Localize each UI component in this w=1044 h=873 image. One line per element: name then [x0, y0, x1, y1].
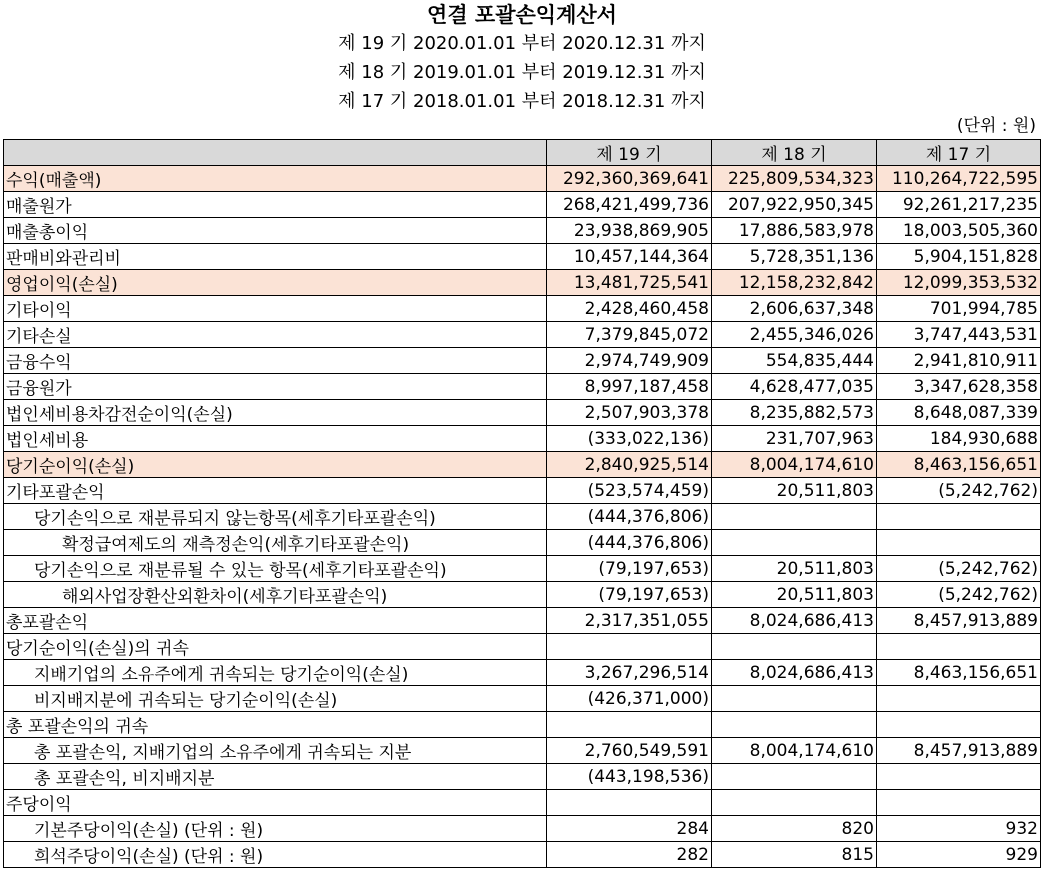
- value-period-18: 8,004,174,610: [712, 738, 877, 764]
- value-period-18: 207,922,950,345: [712, 192, 877, 218]
- row-label: 확정급여제도의 재측정손익(세후기타포괄손익): [4, 530, 547, 556]
- row-label: 기타이익: [4, 296, 547, 322]
- value-period-19: 2,507,903,378: [547, 400, 712, 426]
- table-row: [4, 634, 1041, 660]
- value-period-19: (444,376,806): [547, 504, 712, 530]
- value-period-19: (79,197,653): [547, 582, 712, 608]
- value-period-18: 815: [712, 842, 877, 868]
- row-label: 금융수익: [4, 348, 547, 374]
- table-row: [4, 296, 1041, 322]
- value-period-18: [712, 764, 877, 790]
- table-row: [4, 452, 1041, 478]
- row-label: 총 포괄손익, 비지배지분: [4, 764, 547, 790]
- table-row: [4, 166, 1041, 192]
- row-label: 총 포괄손익, 지배기업의 소유주에게 귀속되는 지분: [4, 738, 547, 764]
- table-row: [4, 738, 1041, 764]
- header-period-19: 제 19 기: [547, 140, 712, 166]
- table-row: [4, 322, 1041, 348]
- value-period-17: [877, 634, 1041, 660]
- statement-title: 연결 포괄손익계산서: [427, 3, 617, 27]
- value-period-18: 231,707,963: [712, 426, 877, 452]
- table-row: [4, 556, 1041, 582]
- table-row: [4, 816, 1041, 842]
- value-period-18: 2,455,346,026: [712, 322, 877, 348]
- row-label: 희석주당이익(손실) (단위 : 원): [4, 842, 547, 868]
- row-label: 법인세비용: [4, 426, 547, 452]
- row-label: 총 포괄손익의 귀속: [4, 712, 547, 738]
- value-period-17: 8,463,156,651: [877, 660, 1041, 686]
- value-period-18: 5,728,351,136: [712, 244, 877, 270]
- row-label: 기본주당이익(손실) (단위 : 원): [4, 816, 547, 842]
- value-period-18: [712, 634, 877, 660]
- row-label: 주당이익: [4, 790, 547, 816]
- value-period-18: 8,024,686,413: [712, 608, 877, 634]
- value-period-17: 92,261,217,235: [877, 192, 1041, 218]
- value-period-18: 20,511,803: [712, 582, 877, 608]
- value-period-17: 8,457,913,889: [877, 738, 1041, 764]
- value-period-17: 929: [877, 842, 1041, 868]
- value-period-19: 2,974,749,909: [547, 348, 712, 374]
- value-period-19: 10,457,144,364: [547, 244, 712, 270]
- table-header-row: [4, 140, 1041, 166]
- value-period-19: 282: [547, 842, 712, 868]
- table-row: [4, 192, 1041, 218]
- value-period-19: [547, 712, 712, 738]
- table-row: [4, 218, 1041, 244]
- unit-label: (단위 : 원): [956, 116, 1036, 136]
- period-18: 제 18 기 2019.01.01 부터 2019.12.31 까지: [338, 62, 706, 83]
- row-label: 당기순이익(손실): [4, 452, 547, 478]
- value-period-19: 2,317,351,055: [547, 608, 712, 634]
- value-period-19: (426,371,000): [547, 686, 712, 712]
- value-period-19: (443,198,536): [547, 764, 712, 790]
- header-period-18: 제 18 기: [712, 140, 877, 166]
- value-period-17: 12,099,353,532: [877, 270, 1041, 296]
- table-row: [4, 686, 1041, 712]
- value-period-18: 8,004,174,610: [712, 452, 877, 478]
- value-period-19: 3,267,296,514: [547, 660, 712, 686]
- value-period-18: [712, 504, 877, 530]
- value-period-17: 5,904,151,828: [877, 244, 1041, 270]
- table-row: [4, 400, 1041, 426]
- value-period-17: [877, 764, 1041, 790]
- row-label: 총포괄손익: [4, 608, 547, 634]
- table-row: [4, 270, 1041, 296]
- row-label: 해외사업장환산외환차이(세후기타포괄손익): [4, 582, 547, 608]
- value-period-18: 20,511,803: [712, 478, 877, 504]
- value-period-19: 7,379,845,072: [547, 322, 712, 348]
- value-period-17: 18,003,505,360: [877, 218, 1041, 244]
- value-period-19: (523,574,459): [547, 478, 712, 504]
- value-period-17: 110,264,722,595: [877, 166, 1041, 192]
- value-period-18: 12,158,232,842: [712, 270, 877, 296]
- table-row: [4, 712, 1041, 738]
- period-17: 제 17 기 2018.01.01 부터 2018.12.31 까지: [338, 91, 706, 112]
- value-period-19: 2,428,460,458: [547, 296, 712, 322]
- value-period-17: 932: [877, 816, 1041, 842]
- value-period-18: [712, 712, 877, 738]
- table-row: [4, 504, 1041, 530]
- value-period-17: 3,347,628,358: [877, 374, 1041, 400]
- table-row: [4, 244, 1041, 270]
- value-period-19: 292,360,369,641: [547, 166, 712, 192]
- row-label: 기타포괄손익: [4, 478, 547, 504]
- row-label: 판매비와관리비: [4, 244, 547, 270]
- value-period-19: 268,421,499,736: [547, 192, 712, 218]
- statement-header: [0, 0, 1044, 116]
- income-statement-table: [3, 139, 1041, 868]
- value-period-19: [547, 634, 712, 660]
- value-period-17: 3,747,443,531: [877, 322, 1041, 348]
- value-period-17: [877, 686, 1041, 712]
- row-label: 당기손익으로 재분류될 수 있는 항목(세후기타포괄손익): [4, 556, 547, 582]
- value-period-18: 820: [712, 816, 877, 842]
- value-period-18: 225,809,534,323: [712, 166, 877, 192]
- table-row: [4, 426, 1041, 452]
- table-body: [4, 166, 1041, 868]
- table-row: [4, 842, 1041, 868]
- row-label: 당기손익으로 재분류되지 않는항목(세후기타포괄손익): [4, 504, 547, 530]
- value-period-18: 2,606,637,348: [712, 296, 877, 322]
- row-label: 지배기업의 소유주에게 귀속되는 당기순이익(손실): [4, 660, 547, 686]
- row-label: 당기순이익(손실)의 귀속: [4, 634, 547, 660]
- value-period-18: [712, 530, 877, 556]
- header-period-17: 제 17 기: [877, 140, 1041, 166]
- table-row: [4, 478, 1041, 504]
- value-period-19: 13,481,725,541: [547, 270, 712, 296]
- value-period-19: 8,997,187,458: [547, 374, 712, 400]
- header-label-cell: [4, 140, 547, 166]
- value-period-19: 2,840,925,514: [547, 452, 712, 478]
- row-label: 금융원가: [4, 374, 547, 400]
- row-label: 법인세비용차감전순이익(손실): [4, 400, 547, 426]
- row-label: 매출총이익: [4, 218, 547, 244]
- value-period-17: 184,930,688: [877, 426, 1041, 452]
- value-period-19: 2,760,549,591: [547, 738, 712, 764]
- value-period-17: 8,648,087,339: [877, 400, 1041, 426]
- value-period-17: 2,941,810,911: [877, 348, 1041, 374]
- table-row: [4, 660, 1041, 686]
- value-period-18: 4,628,477,035: [712, 374, 877, 400]
- table-row: [4, 608, 1041, 634]
- value-period-17: (5,242,762): [877, 556, 1041, 582]
- period-19: 제 19 기 2020.01.01 부터 2020.12.31 까지: [338, 33, 706, 54]
- row-label: 수익(매출액): [4, 166, 547, 192]
- row-label: 매출원가: [4, 192, 547, 218]
- table-row: [4, 374, 1041, 400]
- value-period-18: [712, 686, 877, 712]
- value-period-17: 8,457,913,889: [877, 608, 1041, 634]
- value-period-18: 20,511,803: [712, 556, 877, 582]
- value-period-17: [877, 530, 1041, 556]
- value-period-19: (444,376,806): [547, 530, 712, 556]
- value-period-19: 284: [547, 816, 712, 842]
- value-period-17: 701,994,785: [877, 296, 1041, 322]
- value-period-19: (333,022,136): [547, 426, 712, 452]
- row-label: 기타손실: [4, 322, 547, 348]
- value-period-19: 23,938,869,905: [547, 218, 712, 244]
- value-period-17: 8,463,156,651: [877, 452, 1041, 478]
- value-period-19: [547, 790, 712, 816]
- table-row: [4, 348, 1041, 374]
- table-row: [4, 764, 1041, 790]
- value-period-19: (79,197,653): [547, 556, 712, 582]
- value-period-17: (5,242,762): [877, 582, 1041, 608]
- table-row: [4, 790, 1041, 816]
- value-period-18: 17,886,583,978: [712, 218, 877, 244]
- value-period-18: 554,835,444: [712, 348, 877, 374]
- value-period-18: 8,235,882,573: [712, 400, 877, 426]
- value-period-17: [877, 712, 1041, 738]
- value-period-18: [712, 790, 877, 816]
- table-row: [4, 530, 1041, 556]
- table-row: [4, 582, 1041, 608]
- row-label: 영업이익(손실): [4, 270, 547, 296]
- value-period-18: 8,024,686,413: [712, 660, 877, 686]
- value-period-17: [877, 790, 1041, 816]
- value-period-17: (5,242,762): [877, 478, 1041, 504]
- value-period-17: [877, 504, 1041, 530]
- row-label: 비지배지분에 귀속되는 당기순이익(손실): [4, 686, 547, 712]
